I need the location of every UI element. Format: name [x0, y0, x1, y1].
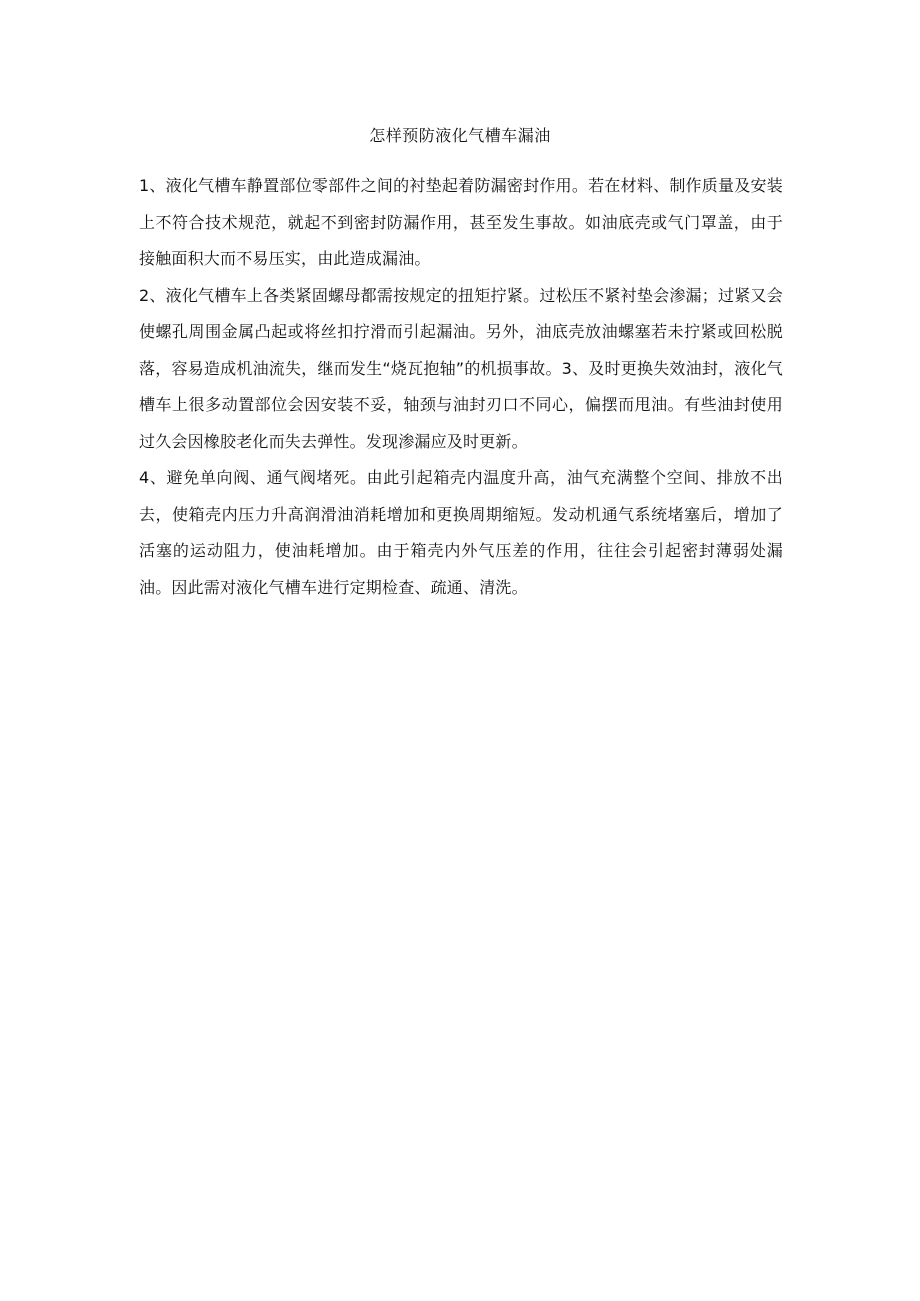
paragraph-1: 1、液化气槽车静置部位零部件之间的衬垫起着防漏密封作用。若在材料、制作质量及安装上不符合技术规范，就起不到密封防漏作用，甚至发生事故。如油底壳或气门罩盖，由于接触面积大而不易压实，由此造成漏油。	[139, 176, 783, 268]
document-body	[139, 168, 783, 606]
paragraph-2: 2、液化气槽车上各类紧固螺母都需按规定的扭矩拧紧。过松压不紧衬垫会渗漏；过紧又会使螺孔周围金属凸起或将丝扣拧滑而引起漏油。另外，油底壳放油螺塞若未拧紧或回松脱落，容易造成机油流失，继而发生“烧瓦抱轴”的机损事故。3、及时更换失效油封，液化气槽车上很多动置部位会因安装不妥，轴颈与油封刃口不同心，偏摆而甩油。有些油封使用过久会因橡胶老化而失去弹性。发现渗漏应及时更新。	[139, 285, 783, 451]
paragraph-3: 4、避免单向阀、通气阀堵死。由此引起箱壳内温度升高，油气充满整个空间、排放不出去，使箱壳内压力升高润滑油消耗增加和更换周期缩短。发动机通气系统堵塞后，增加了活塞的运动阻力，使油耗增加。由于箱壳内外气压差的作用，往往会引起密封薄弱处漏油。因此需对液化气槽车进行定期检查、疏通、清洗。	[139, 468, 783, 597]
document-title: 怎样预防液化气槽车漏油	[369, 126, 551, 145]
